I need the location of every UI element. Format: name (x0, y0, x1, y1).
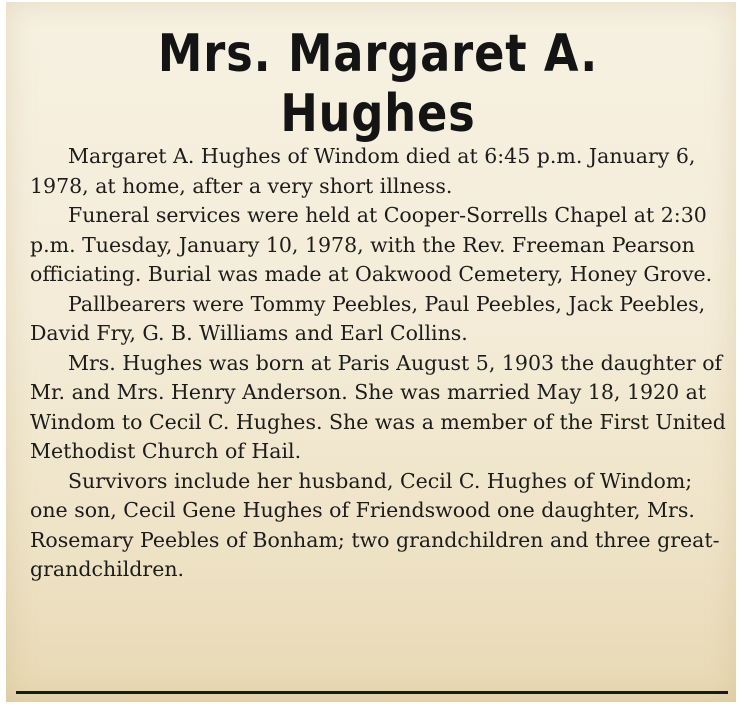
paragraph-death: Margaret A. Hughes of Windom died at 6:45 p.m. January 6, 1978, at home, after a very short illness. (30, 144, 696, 198)
paragraph-survivors: Survivors include her husband, Cecil C. Hughes of Windom; one son, Cecil Gene Hughes of Friendswood one daughter, Mrs. Rosemary Peebles of Bonham; two grandchildren and three great-grandchildren. (30, 468, 720, 581)
obituary-headline: Mrs. Margaret A. Hughes (157, 24, 599, 144)
paragraph-biography: Mrs. Hughes was born at Paris August 5, 1903 the daughter of Mr. and Mrs. Henry Anderson. She was married May 18, 1920 at Windom to Cecil C. Hughes. She was a member of the First United Methodist Church of Hail. (30, 350, 726, 463)
obituary-body (30, 142, 730, 585)
newspaper-clipping (6, 2, 736, 702)
bottom-rule (16, 691, 728, 694)
paragraph-pallbearers: Pallbearers were Tommy Peebles, Paul Peebles, Jack Peebles, David Fry, G. B. Williams and Earl Collins. (30, 291, 706, 345)
paragraph-funeral: Funeral services were held at Cooper-Sorrells Chapel at 2:30 p.m. Tuesday, January 10, 1978, with the Rev. Freeman Pearson officiating. Burial was made at Oakwood Cemetery, Honey Grove. (30, 203, 713, 286)
